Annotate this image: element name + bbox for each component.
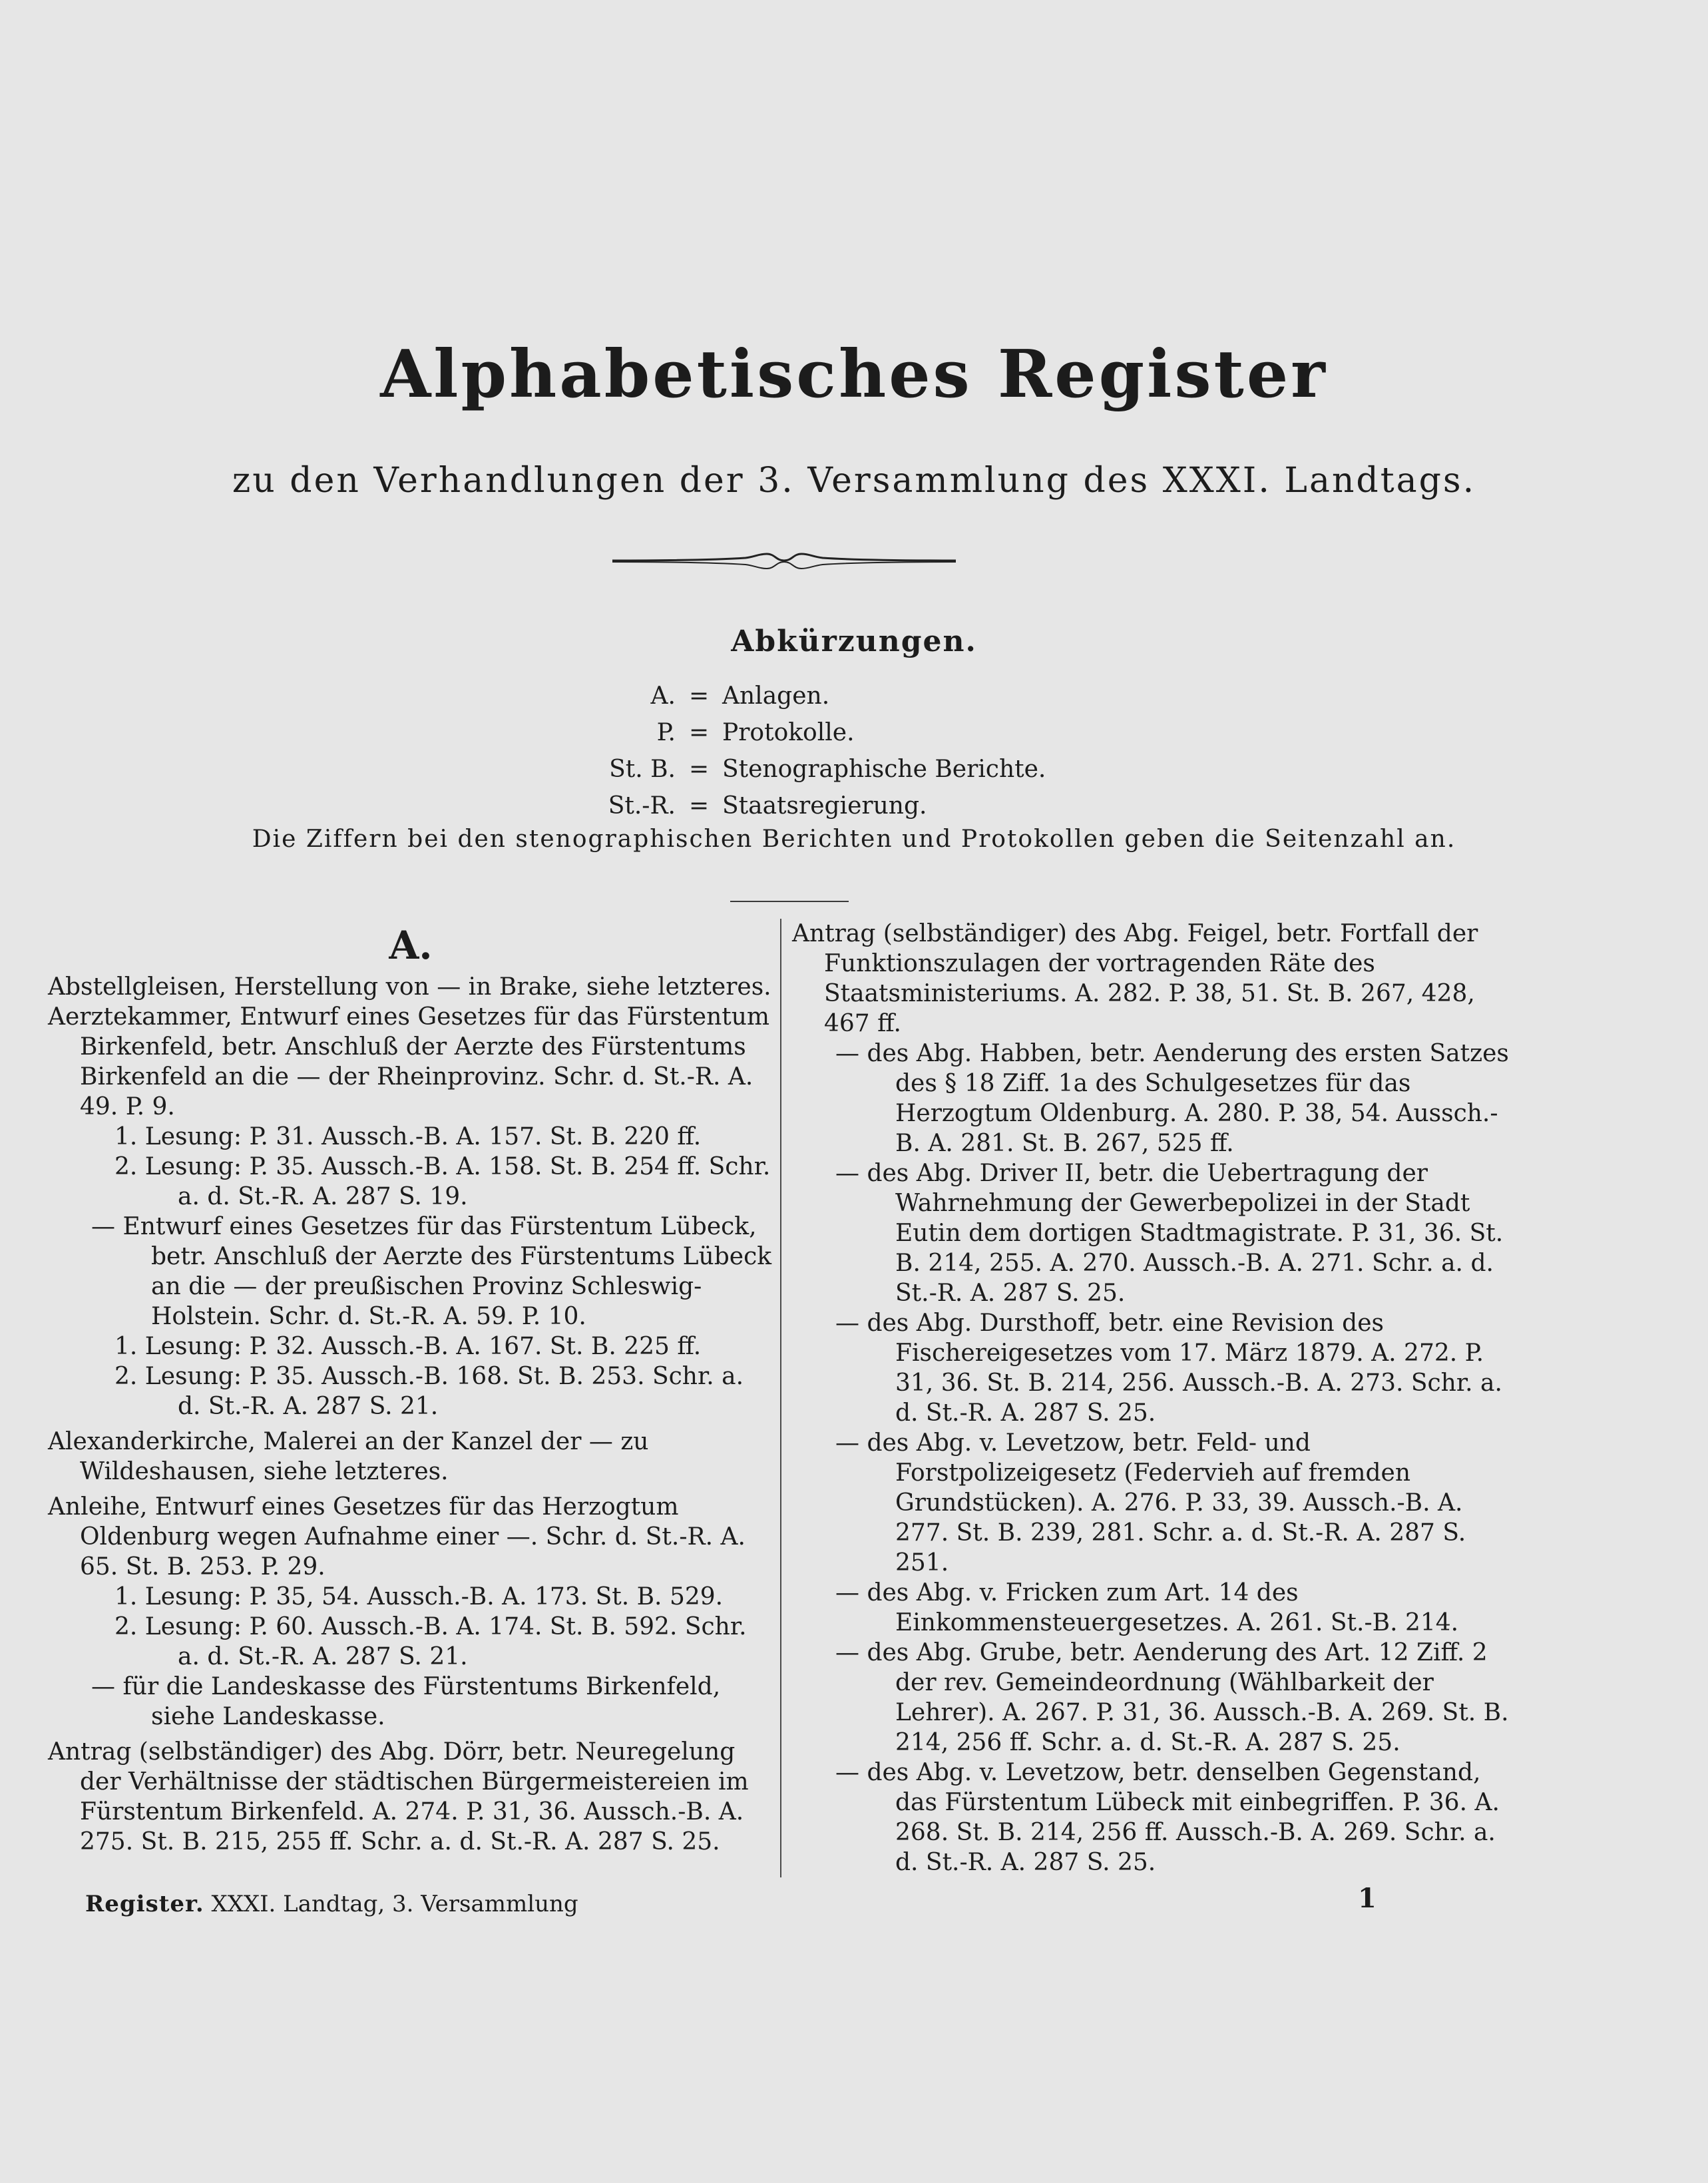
register-entry: Antrag (selbständiger) des Abg. Feigel, betr. Fortfall der Funktionszulagen der vortragenden Räte des Staatsministeriums. A. 282. P. 38, 51. St. B. 267, 428, 467 ff. — [792, 920, 1478, 1037]
register-entry: Anleihe, Entwurf eines Gesetzes für das Herzogtum Oldenburg wegen Aufnahme einer —. Schr. d. St.-R. A. 65. St. B. 253. P. 29. — [48, 1493, 746, 1580]
abbreviation-value: Stenographische Berichte. — [722, 756, 1046, 783]
register-subentry: — des Abg. Grube, betr. Aenderung des Art. 12 Ziff. 2 der rev. Gemeindeordnung (Wählbarkeit der Lehrer). A. 267. P. 31, 36. Aussch.-B. A. 269. St. B. 214, 256 ff. Schr. a. d. St.-R. A. 287 S. 25. — [835, 1639, 1509, 1756]
abbreviation-value: Protokolle. — [722, 719, 855, 746]
register-subentry: — des Abg. Dursthoff, betr. eine Revision des Fischereigesetzes vom 17. März 1879. A. 272. P. 31, 36. St. B. 214, 256. Aussch.-B. A. 273. Schr. a. d. St.-R. A. 287 S. 25. — [835, 1310, 1502, 1427]
abbreviation-key: St. B. — [609, 756, 676, 783]
register-subentry: — des Abg. Driver II, betr. die Uebertragung der Wahrnehmung der Gewerbepolizei in der Stadt Eutin dem dortigen Stadtmagistrate. P. 31, 36. St. B. 214, 255. A. 270. Aussch.-B. A. 271. Schr. a. d. St.-R. A. 287 S. 25. — [835, 1160, 1504, 1307]
register-subentry: 2. Lesung: P. 35. Aussch.-B. A. 158. St. B. 254 ff. Schr. a. d. St.-R. A. 287 S. 19. — [114, 1153, 771, 1210]
page-footer — [85, 1891, 578, 1917]
letter-heading: A. — [389, 923, 433, 968]
abbreviation-equals: = — [689, 719, 710, 746]
page-title: Alphabetisches Register — [380, 336, 1328, 413]
left-column — [48, 919, 773, 1857]
register-subentry: — des Abg. v. Levetzow, betr. denselben Gegenstand, das Fürstentum Lübeck mit einbegriffen. P. 36. A. 268. St. B. 214, 256 ff. Aussch.-B. A. 269. Schr. a. d. St.-R. A. 287 S. 25. — [835, 1759, 1500, 1876]
register-subentry: — des Abg. Habben, betr. Aenderung des ersten Satzes des § 18 Ziff. 1a des Schulgesetzes für das Herzogtum Oldenburg. A. 280. P. 38, 54. Aussch.-B. A. 281. St. B. 267, 525 ff. — [835, 1040, 1509, 1157]
abbreviation-value: Anlagen. — [722, 682, 830, 710]
register-subentry: — Entwurf eines Gesetzes für das Fürstentum Lübeck, betr. Anschluß der Aerzte des Fürstentums Lübeck an die — der preußischen Provinz Schleswig-Holstein. Schr. d. St.-R. A. 59. P. 10. — [91, 1213, 772, 1330]
abbreviation-key: P. — [656, 719, 676, 746]
page-subtitle: zu den Verhandlungen der 3. Versammlung des XXXI. Landtags. — [232, 461, 1476, 501]
abbreviation-equals: = — [689, 682, 710, 710]
footer-label: Register. — [85, 1891, 204, 1917]
register-subentry: — des Abg. v. Levetzow, betr. Feld- und Forstpolizeigesetz (Federvieh auf fremden Grundstücken). A. 276. P. 33, 39. Aussch.-B. A. 277. St. B. 239, 281. Schr. a. d. St.-R. A. 287 S. 251. — [835, 1429, 1466, 1577]
abbreviations-heading: Abkürzungen. — [731, 624, 977, 658]
footer-text: XXXI. Landtag, 3. Versammlung — [211, 1891, 578, 1917]
section-divider — [730, 901, 849, 902]
column-divider — [780, 919, 781, 1877]
abbreviation-equals: = — [689, 792, 710, 820]
register-subentry: — für die Landeskasse des Fürstentums Birkenfeld, siehe Landeskasse. — [91, 1673, 721, 1730]
right-column — [792, 919, 1518, 1877]
register-subentry: 1. Lesung: P. 31. Aussch.-B. A. 157. St. B. 220 ff. — [114, 1123, 702, 1150]
register-subentry: 2. Lesung: P. 35. Aussch.-B. 168. St. B. 253. Schr. a. d. St.-R. A. 287 S. 21. — [114, 1363, 744, 1420]
abbreviation-value: Staatsregierung. — [722, 792, 927, 820]
abbreviation-equals: = — [689, 756, 710, 783]
abbreviations-note: Die Ziffern bei den stenographischen Berichten und Protokollen geben die Seitenzahl an. — [252, 826, 1456, 853]
register-subentry: 1. Lesung: P. 35, 54. Aussch.-B. A. 173. St. B. 529. — [114, 1583, 724, 1610]
register-entry: Antrag (selbständiger) des Abg. Dörr, betr. Neuregelung der Verhältnisse der städtischen Bürgermeistereien im Fürstentum Birkenfeld. A. 274. P. 31, 36. Aussch.-B. A. 275. St. B. 215, 255 ff. Schr. a. d. St.-R. A. 287 S. 25. — [48, 1738, 749, 1855]
abbreviation-key: St.-R. — [608, 792, 676, 820]
page-number: 1 — [1358, 1883, 1377, 1914]
register-subentry: — des Abg. v. Fricken zum Art. 14 des Einkommensteuergesetzes. A. 261. St.-B. 214. — [835, 1579, 1459, 1636]
ornament-divider — [612, 546, 956, 575]
register-entry: Abstellgleisen, Herstellung von — in Brake, siehe letzteres. — [48, 973, 771, 1001]
register-entry: Alexanderkirche, Malerei an der Kanzel der — zu Wildeshausen, siehe letzteres. — [48, 1428, 649, 1485]
register-entry: Aerztekammer, Entwurf eines Gesetzes für das Fürstentum Birkenfeld, betr. Anschluß der Aerzte des Fürstentums Birkenfeld an die — der Rheinprovinz. Schr. d. St.-R. A. 49. P. 9. — [48, 1003, 770, 1120]
register-subentry: 1. Lesung: P. 32. Aussch.-B. A. 167. St. B. 225 ff. — [114, 1333, 702, 1360]
abbreviation-key: A. — [650, 682, 676, 710]
register-subentry: 2. Lesung: P. 60. Aussch.-B. A. 174. St. B. 592. Schr. a. d. St.-R. A. 287 S. 21. — [114, 1613, 747, 1670]
